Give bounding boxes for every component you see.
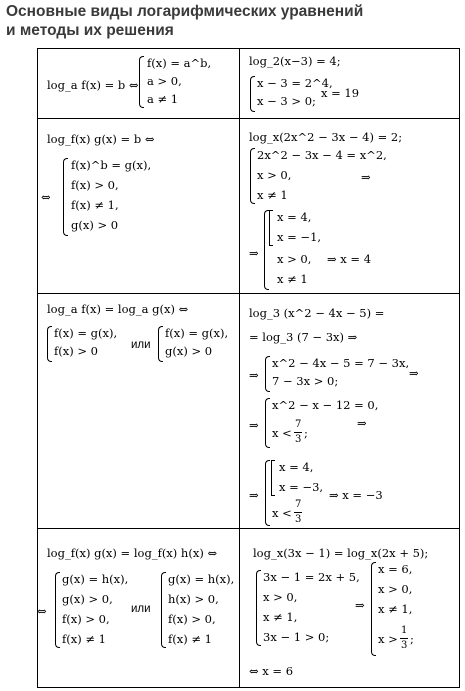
row4-right-domain1: x > 0, bbox=[378, 582, 413, 596]
row2-left-cond2: f(x) > 0, bbox=[71, 178, 119, 192]
row3-right-sys2-eq: x^2 − x − 12 = 0, bbox=[272, 398, 379, 412]
row-divider-2 bbox=[37, 293, 460, 294]
row4-right-cond4: 3x − 1 > 0; bbox=[263, 630, 330, 644]
row1-right-cond1: x − 3 = 2^4, bbox=[257, 76, 333, 90]
row1-right-result: x = 19 bbox=[321, 86, 360, 100]
row4-right-domain2: x ≠ 1, bbox=[378, 602, 413, 616]
row3-right-domain-prefix: x < bbox=[272, 506, 292, 520]
row4-left-cond2: g(x) > 0, bbox=[62, 592, 113, 606]
fraction-numerator: 7 bbox=[295, 419, 302, 430]
row2-right-domain2: x ≠ 1 bbox=[277, 272, 308, 286]
row2-right-cond2: x > 0, bbox=[257, 168, 292, 182]
fraction-denominator: 3 bbox=[295, 514, 302, 525]
row3-left-cond1: f(x) = g(x), bbox=[54, 326, 118, 340]
row2-right-domain1: x > 0, bbox=[277, 252, 312, 266]
fraction-numerator: 7 bbox=[295, 499, 302, 510]
row2-left-cond3: f(x) ≠ 1, bbox=[71, 198, 119, 212]
system-brace bbox=[63, 158, 68, 236]
row4-right-cond3: x ≠ 1, bbox=[263, 610, 298, 624]
row-divider-1 bbox=[37, 118, 460, 119]
or-word: или bbox=[131, 339, 151, 351]
row4-right-domain3-prefix: x > bbox=[378, 632, 398, 646]
title-line-2: и методы их решения bbox=[6, 22, 174, 39]
system-brace bbox=[371, 562, 376, 656]
or-word: или bbox=[131, 603, 151, 615]
row4-left-cond3: f(x) > 0, bbox=[62, 612, 110, 626]
row4-right-result: ⇔ x = 6 bbox=[249, 664, 294, 678]
implication-arrow: ⇒ bbox=[249, 418, 259, 432]
row4-left-alt3: f(x) > 0, bbox=[168, 612, 216, 626]
column-divider bbox=[239, 48, 240, 688]
implication-arrow: ⇒ bbox=[409, 366, 419, 380]
row3-left-alt2: g(x) > 0 bbox=[165, 344, 213, 358]
row3-left-cond2: f(x) > 0 bbox=[54, 344, 98, 358]
system-brace bbox=[264, 210, 269, 290]
row1-left-equation: log_a f(x) = b ⇔ bbox=[47, 78, 139, 92]
row2-right-result: ⇒ x = 4 bbox=[327, 252, 372, 266]
system-brace bbox=[55, 572, 60, 648]
system-brace bbox=[139, 56, 144, 108]
row3-right-sys1-eq: x^2 − 4x − 5 = 7 − 3x, bbox=[272, 356, 410, 370]
system-brace bbox=[265, 356, 270, 392]
row2-left-cond1: f(x)^b = g(x), bbox=[71, 158, 152, 172]
row1-right-equation: log_2(x−3) = 4; bbox=[249, 54, 341, 68]
row4-right-cond1: 3x − 1 = 2x + 5, bbox=[263, 570, 360, 584]
page-title bbox=[6, 2, 461, 40]
row4-left-alt4: f(x) ≠ 1 bbox=[168, 632, 212, 646]
implication-arrow: ⇒ bbox=[355, 598, 365, 612]
row3-right-equation-line2: = log_3 (7 − 3x) ⇒ bbox=[249, 330, 358, 344]
system-brace bbox=[158, 326, 163, 362]
title-line-1: Основные виды логарифмических уравнений bbox=[6, 3, 364, 20]
fraction-denominator: 3 bbox=[401, 640, 408, 651]
row3-right-sys2-cond-prefix: x < bbox=[272, 426, 292, 440]
union-bracket bbox=[271, 460, 275, 496]
row1-right-cond2: x − 3 > 0; bbox=[257, 94, 316, 108]
system-brace bbox=[250, 148, 255, 204]
row4-left-alt1: g(x) = h(x), bbox=[168, 572, 235, 586]
row3-right-result: ⇒ x = −3 bbox=[329, 488, 383, 502]
row4-right-root: x = 6, bbox=[378, 562, 413, 576]
row1-left-cond2: a > 0, bbox=[147, 74, 182, 88]
row1-left-cond1: f(x) = a^b, bbox=[147, 56, 212, 70]
row3-right-root2: x = −3, bbox=[279, 480, 324, 494]
row2-right-cond1: 2x^2 − 3x − 4 = x^2, bbox=[257, 148, 387, 162]
implication-arrow: ⇒ bbox=[249, 368, 259, 382]
row3-right-root1: x = 4, bbox=[279, 460, 314, 474]
system-brace bbox=[47, 326, 52, 362]
row2-right-equation: log_x(2x^2 − 3x − 4) = 2; bbox=[249, 130, 403, 144]
row4-left-cond1: g(x) = h(x), bbox=[62, 572, 129, 586]
row4-right-cond2: x > 0, bbox=[263, 590, 298, 604]
row2-right-root1: x = 4, bbox=[277, 210, 312, 224]
equivalence-arrow: ⇔ bbox=[41, 190, 51, 204]
row4-left-equation: log_f(x) g(x) = log_f(x) h(x) ⇔ bbox=[47, 546, 218, 560]
system-brace bbox=[161, 572, 166, 648]
system-brace bbox=[265, 398, 270, 448]
system-brace bbox=[250, 76, 255, 112]
implication-arrow: ⇒ bbox=[357, 416, 367, 430]
row2-left-cond4: g(x) > 0 bbox=[71, 218, 119, 232]
row3-left-alt1: f(x) = g(x), bbox=[165, 326, 229, 340]
row3-right-equation-line1: log_3 (x^2 − 4x − 5) = bbox=[249, 306, 385, 320]
equivalence-arrow: ⇔ bbox=[37, 604, 47, 618]
row1-left-cond3: a ≠ 1 bbox=[147, 92, 179, 106]
row4-right-equation: log_x(3x − 1) = log_x(2x + 5); bbox=[253, 546, 429, 560]
row3-left-equation: log_a f(x) = log_a g(x) ⇔ bbox=[47, 302, 189, 316]
union-bracket bbox=[269, 210, 273, 246]
implication-arrow: ⇒ bbox=[249, 488, 259, 502]
row2-right-root2: x = −1, bbox=[277, 230, 322, 244]
row4-left-alt2: h(x) > 0, bbox=[168, 592, 219, 606]
row3-right-sys1-cond: 7 − 3x > 0; bbox=[272, 374, 339, 388]
row4-left-cond4: f(x) ≠ 1 bbox=[62, 632, 106, 646]
semicolon: ; bbox=[304, 426, 308, 440]
equations-table bbox=[37, 48, 460, 688]
row-divider-3 bbox=[37, 528, 460, 529]
row2-right-cond3: x ≠ 1 bbox=[257, 188, 288, 202]
row2-left-equation: log_f(x) g(x) = b ⇔ bbox=[47, 132, 155, 146]
implication-arrow: ⇒ bbox=[249, 246, 259, 260]
system-brace bbox=[256, 570, 261, 646]
fraction-numerator: 1 bbox=[401, 625, 408, 636]
fraction-denominator: 3 bbox=[295, 434, 302, 445]
semicolon: ; bbox=[410, 632, 414, 646]
implication-arrow: ⇒ bbox=[361, 170, 371, 184]
system-brace bbox=[265, 460, 270, 526]
